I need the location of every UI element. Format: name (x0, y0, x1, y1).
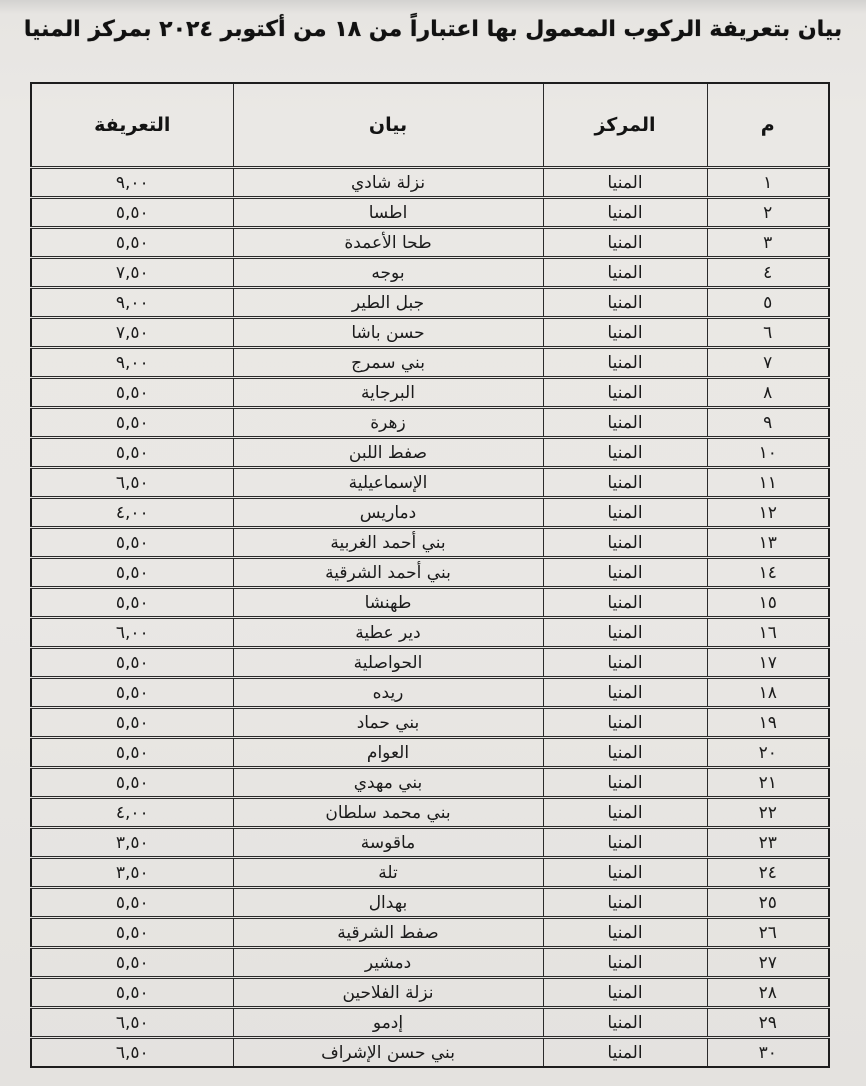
table-row (31, 648, 829, 678)
table-row (31, 858, 829, 888)
cell-statement: العوام (233, 738, 543, 768)
cell-center: المنيا (543, 798, 707, 828)
table-row (31, 768, 829, 798)
cell-num: ١٨ (707, 678, 829, 708)
cell-center: المنيا (543, 258, 707, 288)
cell-fare: ٩,٠٠ (31, 288, 233, 318)
cell-statement: إدمو (233, 1008, 543, 1038)
cell-statement: بني أحمد الغربية (233, 528, 543, 558)
cell-center: المنيا (543, 618, 707, 648)
cell-num: ١٣ (707, 528, 829, 558)
cell-fare: ٥,٥٠ (31, 438, 233, 468)
cell-center: المنيا (543, 708, 707, 738)
cell-num: ٢٩ (707, 1008, 829, 1038)
table-row (31, 408, 829, 438)
fare-table (30, 82, 830, 1068)
cell-fare: ٥,٥٠ (31, 768, 233, 798)
table-row (31, 588, 829, 618)
table-row (31, 258, 829, 288)
cell-statement: بني محمد سلطان (233, 798, 543, 828)
cell-center: المنيا (543, 408, 707, 438)
table-row (31, 198, 829, 228)
cell-num: ١ (707, 168, 829, 198)
cell-center: المنيا (543, 348, 707, 378)
table-row (31, 378, 829, 408)
cell-center: المنيا (543, 468, 707, 498)
cell-fare: ٥,٥٠ (31, 558, 233, 588)
cell-statement: زهرة (233, 408, 543, 438)
cell-statement: دماريس (233, 498, 543, 528)
table-row (31, 918, 829, 948)
cell-fare: ٥,٥٠ (31, 408, 233, 438)
cell-num: ٢٧ (707, 948, 829, 978)
cell-num: ٨ (707, 378, 829, 408)
table-row (31, 498, 829, 528)
table-row (31, 1038, 829, 1068)
cell-statement: صفط الشرقية (233, 918, 543, 948)
cell-center: المنيا (543, 318, 707, 348)
cell-num: ٣ (707, 228, 829, 258)
cell-center: المنيا (543, 288, 707, 318)
table-row (31, 948, 829, 978)
cell-center: المنيا (543, 918, 707, 948)
cell-num: ٢٠ (707, 738, 829, 768)
cell-statement: ريده (233, 678, 543, 708)
fare-table-body (31, 168, 829, 1068)
table-row (31, 348, 829, 378)
cell-fare: ٦,٥٠ (31, 1008, 233, 1038)
cell-fare: ٥,٥٠ (31, 948, 233, 978)
cell-num: ١٢ (707, 498, 829, 528)
cell-center: المنيا (543, 198, 707, 228)
cell-fare: ٥,٥٠ (31, 588, 233, 618)
cell-center: المنيا (543, 1038, 707, 1068)
cell-fare: ٥,٥٠ (31, 528, 233, 558)
table-row (31, 978, 829, 1008)
table-row (31, 438, 829, 468)
cell-center: المنيا (543, 438, 707, 468)
cell-center: المنيا (543, 558, 707, 588)
table-row (31, 228, 829, 258)
cell-statement: بهدال (233, 888, 543, 918)
cell-statement: بني أحمد الشرقية (233, 558, 543, 588)
cell-fare: ٥,٥٠ (31, 918, 233, 948)
cell-num: ٧ (707, 348, 829, 378)
cell-statement: الإسماعيلية (233, 468, 543, 498)
cell-num: ١٦ (707, 618, 829, 648)
cell-fare: ٥,٥٠ (31, 678, 233, 708)
cell-fare: ٤,٠٠ (31, 798, 233, 828)
table-row (31, 528, 829, 558)
cell-num: ١٧ (707, 648, 829, 678)
cell-num: ٢٥ (707, 888, 829, 918)
table-row (31, 288, 829, 318)
cell-fare: ٣,٥٠ (31, 828, 233, 858)
cell-center: المنيا (543, 828, 707, 858)
fare-table-head (31, 83, 829, 168)
cell-fare: ٥,٥٠ (31, 228, 233, 258)
cell-num: ٣٠ (707, 1038, 829, 1068)
header-statement: بيان (233, 83, 543, 168)
cell-center: المنيا (543, 228, 707, 258)
cell-num: ٢٢ (707, 798, 829, 828)
table-row (31, 738, 829, 768)
cell-num: ١٠ (707, 438, 829, 468)
cell-statement: دير عطية (233, 618, 543, 648)
cell-fare: ٦,٠٠ (31, 618, 233, 648)
table-row (31, 1008, 829, 1038)
cell-fare: ٥,٥٠ (31, 378, 233, 408)
cell-fare: ٥,٥٠ (31, 888, 233, 918)
cell-center: المنيا (543, 888, 707, 918)
table-row (31, 318, 829, 348)
cell-center: المنيا (543, 738, 707, 768)
cell-center: المنيا (543, 168, 707, 198)
cell-statement: بني مهدي (233, 768, 543, 798)
table-row (31, 558, 829, 588)
cell-fare: ٩,٠٠ (31, 348, 233, 378)
table-row (31, 168, 829, 198)
table-row (31, 888, 829, 918)
cell-num: ٢٤ (707, 858, 829, 888)
cell-statement: بني حسن الإشراف (233, 1038, 543, 1068)
cell-statement: بوجه (233, 258, 543, 288)
cell-center: المنيا (543, 768, 707, 798)
cell-statement: طحا الأعمدة (233, 228, 543, 258)
cell-center: المنيا (543, 678, 707, 708)
table-row (31, 708, 829, 738)
cell-fare: ٧,٥٠ (31, 258, 233, 288)
cell-statement: جبل الطير (233, 288, 543, 318)
cell-center: المنيا (543, 528, 707, 558)
cell-num: ١٩ (707, 708, 829, 738)
cell-num: ٦ (707, 318, 829, 348)
cell-statement: تلة (233, 858, 543, 888)
cell-num: ٢٦ (707, 918, 829, 948)
cell-statement: البرجاية (233, 378, 543, 408)
cell-fare: ٥,٥٠ (31, 648, 233, 678)
cell-fare: ٦,٥٠ (31, 468, 233, 498)
cell-statement: بني حماد (233, 708, 543, 738)
cell-center: المنيا (543, 948, 707, 978)
cell-fare: ٧,٥٠ (31, 318, 233, 348)
document-title: بيان بتعريفة الركوب المعمول بها اعتباراً من ١٨ من أكتوبر ٢٠٢٤ بمركز المنيا (23, 17, 843, 42)
cell-statement: طهنشا (233, 588, 543, 618)
table-row (31, 468, 829, 498)
cell-num: ١١ (707, 468, 829, 498)
cell-num: ٢٨ (707, 978, 829, 1008)
cell-statement: نزلة الفلاحين (233, 978, 543, 1008)
cell-statement: اطسا (233, 198, 543, 228)
cell-center: المنيا (543, 588, 707, 618)
cell-center: المنيا (543, 1008, 707, 1038)
cell-center: المنيا (543, 378, 707, 408)
cell-statement: الحواصلية (233, 648, 543, 678)
header-num: م (707, 83, 829, 168)
cell-center: المنيا (543, 648, 707, 678)
cell-center: المنيا (543, 978, 707, 1008)
cell-statement: بني سمرج (233, 348, 543, 378)
cell-fare: ٦,٥٠ (31, 1038, 233, 1068)
cell-center: المنيا (543, 858, 707, 888)
header-row (31, 83, 829, 168)
cell-statement: ماقوسة (233, 828, 543, 858)
cell-num: ١٥ (707, 588, 829, 618)
cell-num: ٤ (707, 258, 829, 288)
table-row (31, 798, 829, 828)
header-fare: التعريفة (31, 83, 233, 168)
cell-fare: ٩,٠٠ (31, 168, 233, 198)
cell-num: ١٤ (707, 558, 829, 588)
cell-statement: دمشير (233, 948, 543, 978)
cell-statement: حسن باشا (233, 318, 543, 348)
cell-num: ٢٣ (707, 828, 829, 858)
cell-num: ٩ (707, 408, 829, 438)
cell-statement: صفط اللبن (233, 438, 543, 468)
cell-center: المنيا (543, 498, 707, 528)
cell-num: ٥ (707, 288, 829, 318)
cell-fare: ٥,٥٠ (31, 978, 233, 1008)
cell-num: ٢ (707, 198, 829, 228)
cell-fare: ٥,٥٠ (31, 738, 233, 768)
cell-fare: ٥,٥٠ (31, 708, 233, 738)
cell-num: ٢١ (707, 768, 829, 798)
table-row (31, 618, 829, 648)
cell-fare: ٥,٥٠ (31, 198, 233, 228)
cell-fare: ٤,٠٠ (31, 498, 233, 528)
cell-fare: ٣,٥٠ (31, 858, 233, 888)
cell-statement: نزلة شادي (233, 168, 543, 198)
header-center: المركز (543, 83, 707, 168)
table-row (31, 678, 829, 708)
table-row (31, 828, 829, 858)
